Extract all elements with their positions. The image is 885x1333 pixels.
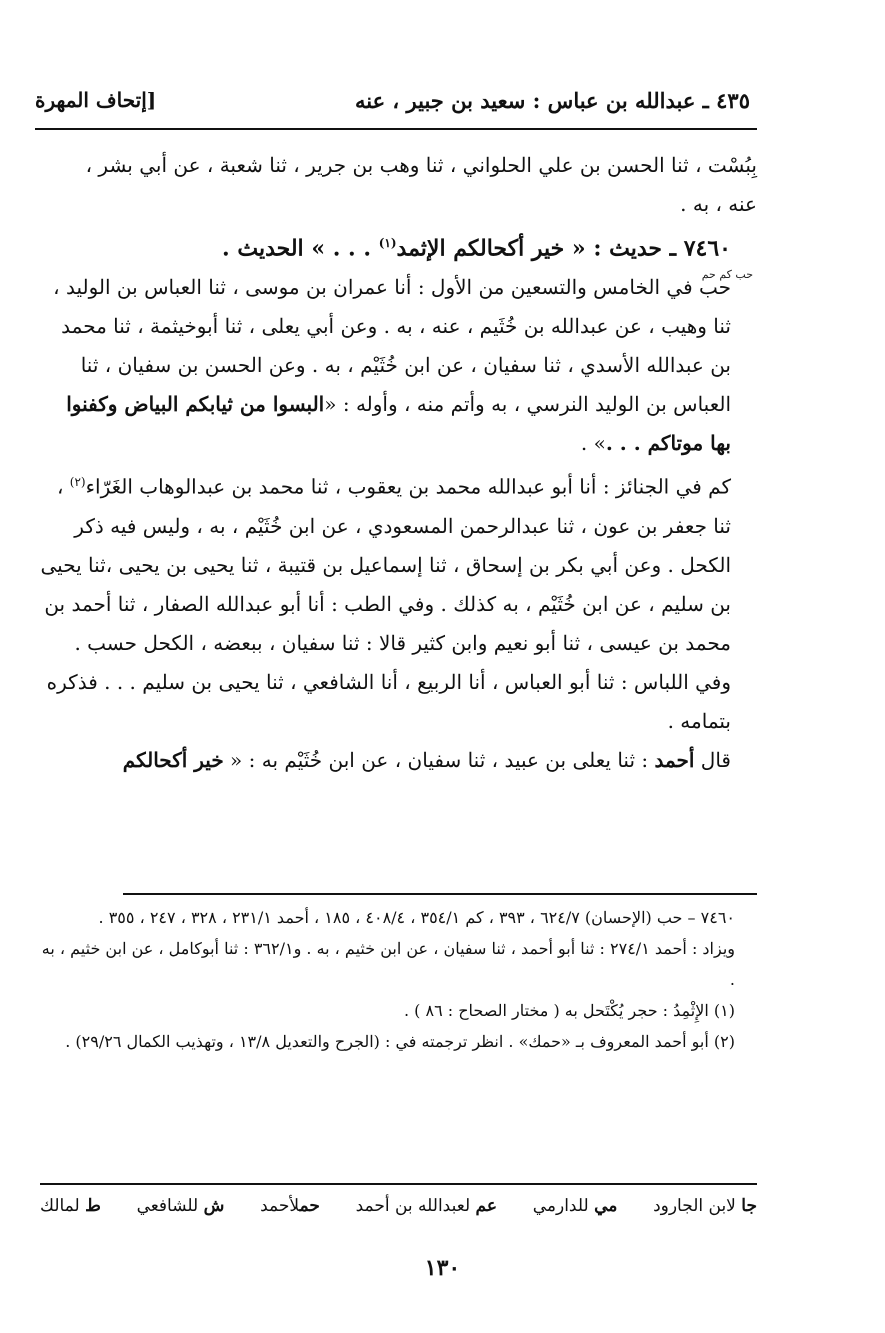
page-number: ١٣٠: [424, 1255, 461, 1281]
siglum-code: ط: [85, 1196, 101, 1216]
header-rule: [35, 128, 757, 130]
siglum-label: لابن الجارود: [653, 1196, 742, 1216]
siglum-item: [40, 1196, 101, 1216]
siglum-label: لأحمد: [260, 1196, 300, 1216]
footnote-rule: [123, 893, 757, 895]
footnote-ref: (١): [378, 236, 397, 250]
siglum-code: جا: [741, 1196, 757, 1216]
hadith-heading: [40, 224, 757, 268]
footnote-1: (١) الإِثْمِدُ : حجر يُكْتَحل به ( مختار الصحاح : ٨٦ ) .: [403, 1001, 735, 1020]
footnote-ref: (٢): [69, 475, 86, 490]
siglum-code: مي: [594, 1196, 618, 1216]
siglum-item: [533, 1196, 618, 1216]
sigla-key: [40, 1196, 757, 1216]
text-line: بِبُسْت ، ثنا الحسن بن علي الحلواني ، ثنا وهب بن جرير ، ثنا شعبة ، عن أبي بشر ،: [85, 153, 757, 177]
siglum-item: [137, 1196, 225, 1216]
paragraph-text: » .: [580, 431, 606, 456]
paragraph-km: [40, 463, 757, 741]
paragraph-text: : ثنا يعلى بن عبيد ، ثنا سفيان ، عن ابن خُثَيْم به : «: [223, 747, 655, 772]
footnote-additions: ويزاد : أحمد ٢٧٤/١ : ثنا أبو أحمد ، ثنا سفيان ، عن ابن خثيم ، به . و٣٦٢/١ : ثنا أبوكامل ، عن ابن خثيم ، به .: [41, 939, 735, 989]
hadith-heading-tail: . . . » الحديث .: [222, 235, 379, 262]
footnotes: [40, 902, 757, 1057]
siglum-code: عم: [475, 1196, 497, 1216]
quoted-matn: خير أكحالكم: [122, 747, 224, 772]
siglum-label: لعبدالله بن أحمد: [355, 1196, 476, 1216]
paragraph-text: كم في الجنائز : أنا أبو عبدالله محمد بن يعقوب ، ثنا محمد بن عبدالوهاب الغَرّاء: [85, 474, 731, 499]
book-title: [إتحاف المهرة: [35, 88, 157, 112]
paragraph-text: قال: [694, 747, 731, 772]
sigla-rule: [40, 1183, 757, 1185]
siglum-item: [260, 1196, 320, 1216]
siglum-code: حم: [299, 1196, 320, 1216]
quoted-matn: البسوا من ثيابكم البياض وكفنوا بها موتاكم . . .: [66, 392, 731, 456]
siglum-label: للشافعي: [136, 1196, 204, 1216]
siglum-item: [653, 1196, 757, 1216]
footnote-references: ٧٤٦٠ – حب (الإحسان) ٦٢٤/٧ ، ٣٩٣ ، كم ٣٥٤/١ ، ٤٠٨/٤ ، ١٨٥ ، أحمد ٢٣١/١ ، ٣٢٨ ، ٢٤٧ ، ٣٥٥ .: [98, 908, 735, 927]
paragraph-text: حب في الخامس والتسعين من الأول : أنا عمران بن موسى ، ثنا العباس بن الوليد ، ثنا وهيب ، عن عبدالله بن خُثَيم ، عنه ، به . وعن أبي يعلى ، ثنا أبوخيثمة ، ثنا محمد بن عبدالله الأسدي ، ثنا سفيان ، عن ابن خُثَيْم ، به . وعن الحسن بن سفيان ، ثنا العباس بن الوليد النرسي ، به وأتم منه ، وأوله : «: [53, 275, 731, 417]
siglum-label: للدارمي: [532, 1196, 595, 1216]
siglum-item: [356, 1196, 497, 1216]
running-title: ٤٣٥ ـ عبدالله بن عباس : سعيد بن جبير ، عنه: [355, 88, 750, 113]
siglum-label: لمالك: [40, 1196, 86, 1216]
siglum-code: ش: [203, 1196, 225, 1216]
main-text: [40, 146, 757, 780]
hadith-heading-text: ٧٤٦٠ ـ حديث : « خير أكحالكم الإثمد: [396, 235, 731, 262]
paragraph-ahmad: [40, 741, 757, 780]
paragraph-text: ، ثنا جعفر بن عون ، ثنا عبدالرحمن المسعودي ، عن ابن خُثَيْم ، به ، وليس فيه ذكر الكحل . وعن أبي بكر بن إسحاق ، ثنا إسماعيل بن قتيبة ، ثنا يحيى بن يحيى ،ثنا يحيى بن سليم ، عن ابن خُثَيْم ، به كذلك . وفي الطب : أنا أبو عبدالله الصفار ، ثنا أحمد بن محمد بن عيسى ، ثنا أبو نعيم وابن كثير قالا : ثنا سفيان ، ببعضه ، الكحل حسب . وفي اللباس : ثنا أبو العباس ، أنا الربيع ، أنا الشافعي ، ثنا يحيى بن سليم . . . فذكره بتمامه .: [40, 474, 731, 733]
footnote-2: (٢) أبو أحمد المعروف بـ «حمك» . انظر ترجمته في : (الجرح والتعديل ١٣/٨ ، وتهذيب الكمال ٢٩/٢٦) .: [65, 1032, 735, 1051]
paragraph-hb: [40, 268, 757, 463]
margin-sigla: حب كم حم: [701, 268, 753, 281]
text-line: عنه ، به .: [680, 192, 757, 216]
source-name: أحمد: [654, 747, 695, 772]
